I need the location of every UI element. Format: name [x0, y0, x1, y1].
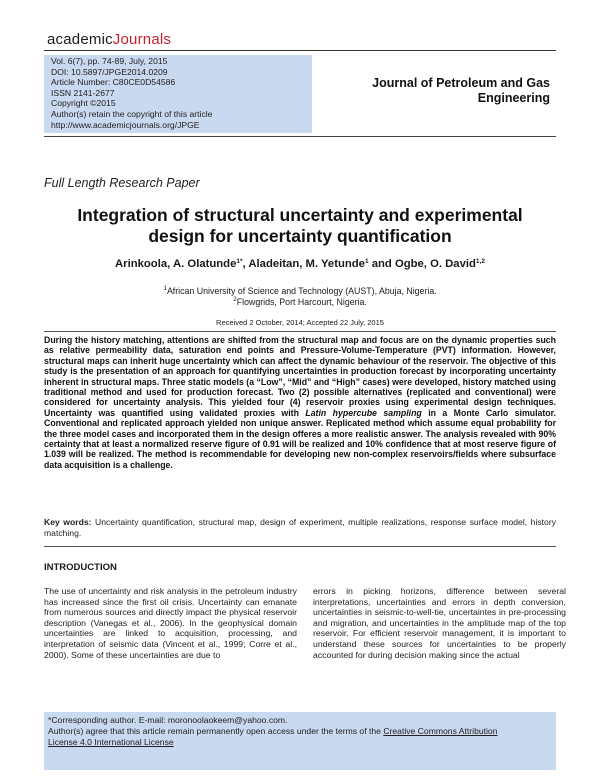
keywords-label: Key words: — [44, 517, 92, 527]
footer-box — [44, 712, 556, 770]
author-list — [40, 258, 560, 270]
journal-title-line-2: Engineering — [477, 91, 550, 105]
meta-url[interactable]: http://www.academicjournals.org/JPGE — [51, 119, 200, 130]
affiliation-2-text: Flowgrids, Port Harcourt, Nigeria. — [236, 297, 367, 307]
author-1: Arinkoola, A. Olatunde — [115, 258, 237, 270]
affiliation-1-text: African University of Science and Technology (AUST), Abuja, Nigeria. — [166, 286, 437, 296]
affiliation-1-number: 1 — [163, 285, 167, 292]
paper-type: Full Length Research Paper — [44, 176, 200, 190]
author-3: and Ogbe, O. David — [368, 258, 476, 270]
abstract-top-rule — [44, 331, 556, 332]
article-meta-box — [44, 55, 312, 133]
header-divider — [44, 50, 556, 51]
introduction-heading: INTRODUCTION — [44, 562, 117, 573]
received-dates: Received 2 October, 2014; Accepted 22 July, 2015 — [216, 318, 384, 327]
affiliation-2 — [40, 296, 560, 307]
intro-right-column — [313, 586, 566, 660]
keywords-text: Uncertainty quantification, structural map, design of experiment, multiple realizations, response surface model, history matching. — [44, 517, 556, 538]
paper-title-line-1: Integration of structural uncertainty and experimental — [77, 205, 523, 225]
license-line-1 — [48, 726, 497, 737]
meta-copyright: Copyright ©2015 — [51, 98, 116, 109]
intro-left-paragraph: The use of uncertainty and risk analysis in the petroleum industry has increased since the first oil crisis. Uncertainty can emanate from numerous sources and directly impact the physical reservoir description (Vanegas et al., 2006). In the geophysical domain uncertainties are linked to acquisition, processing, and interpretation of seismic data (Vincent et al., 1999; Corre et al., 2000). Some of these uncertainties are due to — [44, 586, 297, 660]
author-1-affil: 1* — [236, 258, 243, 265]
publisher-logo — [47, 31, 171, 48]
journal-title — [318, 76, 550, 106]
intro-right-paragraph: errors in picking horizons, difference between several interpretations, uncertainties and errors in depth conversion, uncertainties in seismic-to-well-tie, uncertaintes in pre-processing and migration, and uncertainties in the amplitude map of the top reservoir. For efficient reservoir management, it is important to understand these sources for uncertainties to be properly accounted for during decision making since the actual — [313, 586, 566, 660]
affiliation-2-number: 2 — [233, 296, 237, 303]
author-2: , Aladeitan, M. Yetunde — [242, 258, 365, 270]
journal-title-line-1: Journal of Petroleum and Gas — [372, 76, 550, 90]
license-link-part-1[interactable]: Creative Commons Attribution — [383, 726, 498, 736]
paper-title — [40, 205, 560, 247]
author-2-affil: 1 — [364, 258, 369, 265]
corresponding-author: *Corresponding author. E-mail: moronoolaokeem@yahoo.com. — [48, 715, 288, 725]
meta-article-number: Article Number: C80CE0D54586 — [51, 77, 176, 88]
keywords — [44, 517, 556, 538]
author-3-affil: 1,2 — [475, 258, 485, 265]
abstract-text-1: During the history matching, attentions are shifted from the structural map and focus are on the dynamic properties such as relative permeability data, saturation end points and Pressure-Volume-Temperature (PVT) information. However, structural maps can inherit huge uncertainty which can affect the dynamic behaviour of the reservoir. The objective of this study is the presentation of an approach for quantifying uncertainties in production forecast by incorporating uncertainty inherent in structural maps. Three static models (a “Low”, “Mid” and “High” cases) were developed, history matched using traditional method and used for production forecast. Two (2) possible alternatives (replicated and conventional) were considered for uncertainty analysis. This yielded four (4) reservoir proxies using experimental design techniques. Uncertainty was quantified using validated proxies with — [44, 335, 556, 418]
keywords-bottom-rule — [44, 546, 556, 547]
abstract-italic: Latin hypercube sampling — [305, 407, 422, 418]
header-bottom-divider — [44, 136, 556, 137]
abstract — [44, 335, 556, 470]
meta-doi: DOI: 10.5897/JPGE2014.0209 — [51, 66, 168, 77]
abstract-text-2: in a Monte Carlo simulator. Conventional and replicated approach yielded non unique answer. Replicated method which assume equal probability for the three model cases and incorporated them in the design offeres a more realistic answer. The analysis revealed with 90% certainty that at least a normalized reserve figure of 0.91 will be realized and 10% confidence that at most reserve figure of 1.039 will be realized. The method is recommendable for developing new non-complex reservoirs/fields where subsurface data acquisition is a challenge. — [44, 407, 556, 470]
affiliation-1 — [40, 285, 560, 296]
paper-title-line-2: design for uncertainty quantification — [148, 226, 452, 246]
logo-text-journals: Journals — [112, 31, 172, 48]
meta-volume: Vol. 6(7), pp. 74-89, July, 2015 — [51, 56, 168, 66]
logo-text-academic: academic — [47, 31, 113, 48]
license-line-2 — [48, 737, 174, 748]
meta-issn: ISSN 2141-2677 — [51, 87, 115, 98]
license-link-part-2[interactable]: License 4.0 International License — [48, 737, 174, 747]
intro-left-column — [44, 586, 297, 660]
meta-rights: Author(s) retain the copyright of this article — [51, 109, 213, 119]
license-text: Author(s) agree that this article remain permanently open access under the terms of the — [48, 726, 384, 736]
